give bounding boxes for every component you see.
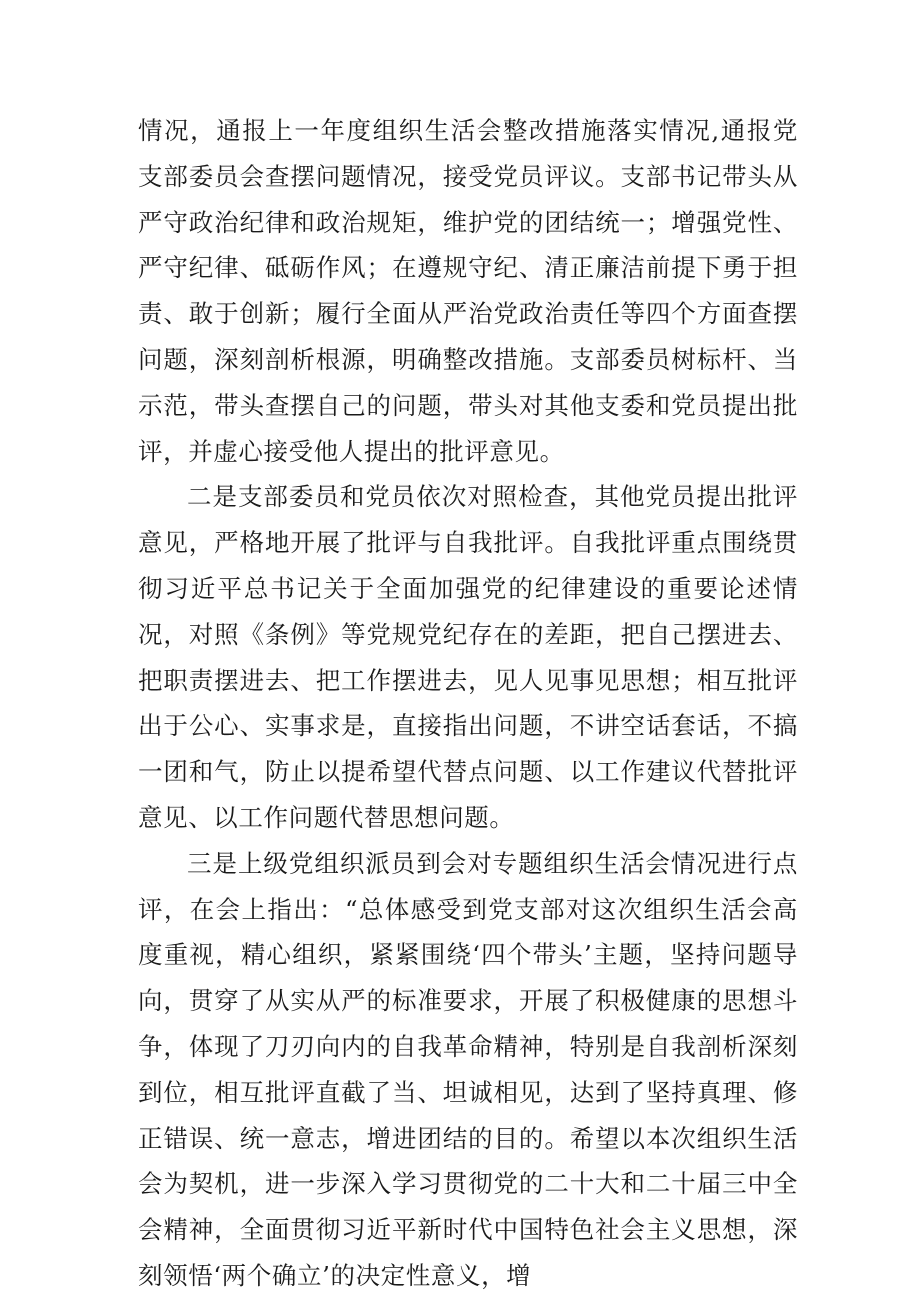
paragraph-2: 二是支部委员和党员依次对照检查，其他党员提出批评意见，严格地开展了批评与自我批评。自我批评重点围绕贯彻习近平总书记关于全面加强党的纪律建设的重要论述情况，对照《条例》等党规党纪存在的差距，把自己摆进去、把职责摆进去、把工作摆进去，见人见事见思想；相互批评出于公心、实事求是，直接指出问题，不讲空话套话，不搞一团和气，防止以提希望代替点问题、以工作建议代替批评意见、以工作问题代替思想问题。 — [138, 482, 798, 832]
paragraph-1: 情况，通报上一年度组织生活会整改措施落实情况,通报党支部委员会查摆问题情况，接受党员评议。支部书记带头从严守政治纪律和政治规矩，维护党的团结统一；增强党性、严守纪律、砥砺作风；在遵规守纪、清正廉洁前提下勇于担责、敢于创新；履行全面从严治党政治责任等四个方面查摆问题，深刻剖析根源，明确整改措施。支部委员树标杆、当示范，带头查摆自己的问题，带头对其他支委和党员提出批评，并虚心接受他人提出的批评意见。 — [138, 116, 798, 466]
body-text — [138, 108, 798, 1299]
paragraph-3: 三是上级党组织派员到会对专题组织生活会情况进行点评，在会上指出：“总体感受到党支部对这次组织生活会高度重视，精心组织，紧紧围绕‘四个带头’主题，坚持问题导向，贯穿了从实从严的标准要求，开展了积极健康的思想斗争，体现了刀刃向内的自我革命精神，特别是自我剖析深刻到位，相互批评直截了当、坦诚相见，达到了坚持真理、修正错误、统一意志，增进团结的目的。希望以本次组织生活会为契机，进一步深入学习贯彻党的二十大和二十届三中全会精神，全面贯彻习近平新时代中国特色社会主义思想，深刻领悟‘两个确立’的决定性意义，增 — [138, 848, 798, 1290]
